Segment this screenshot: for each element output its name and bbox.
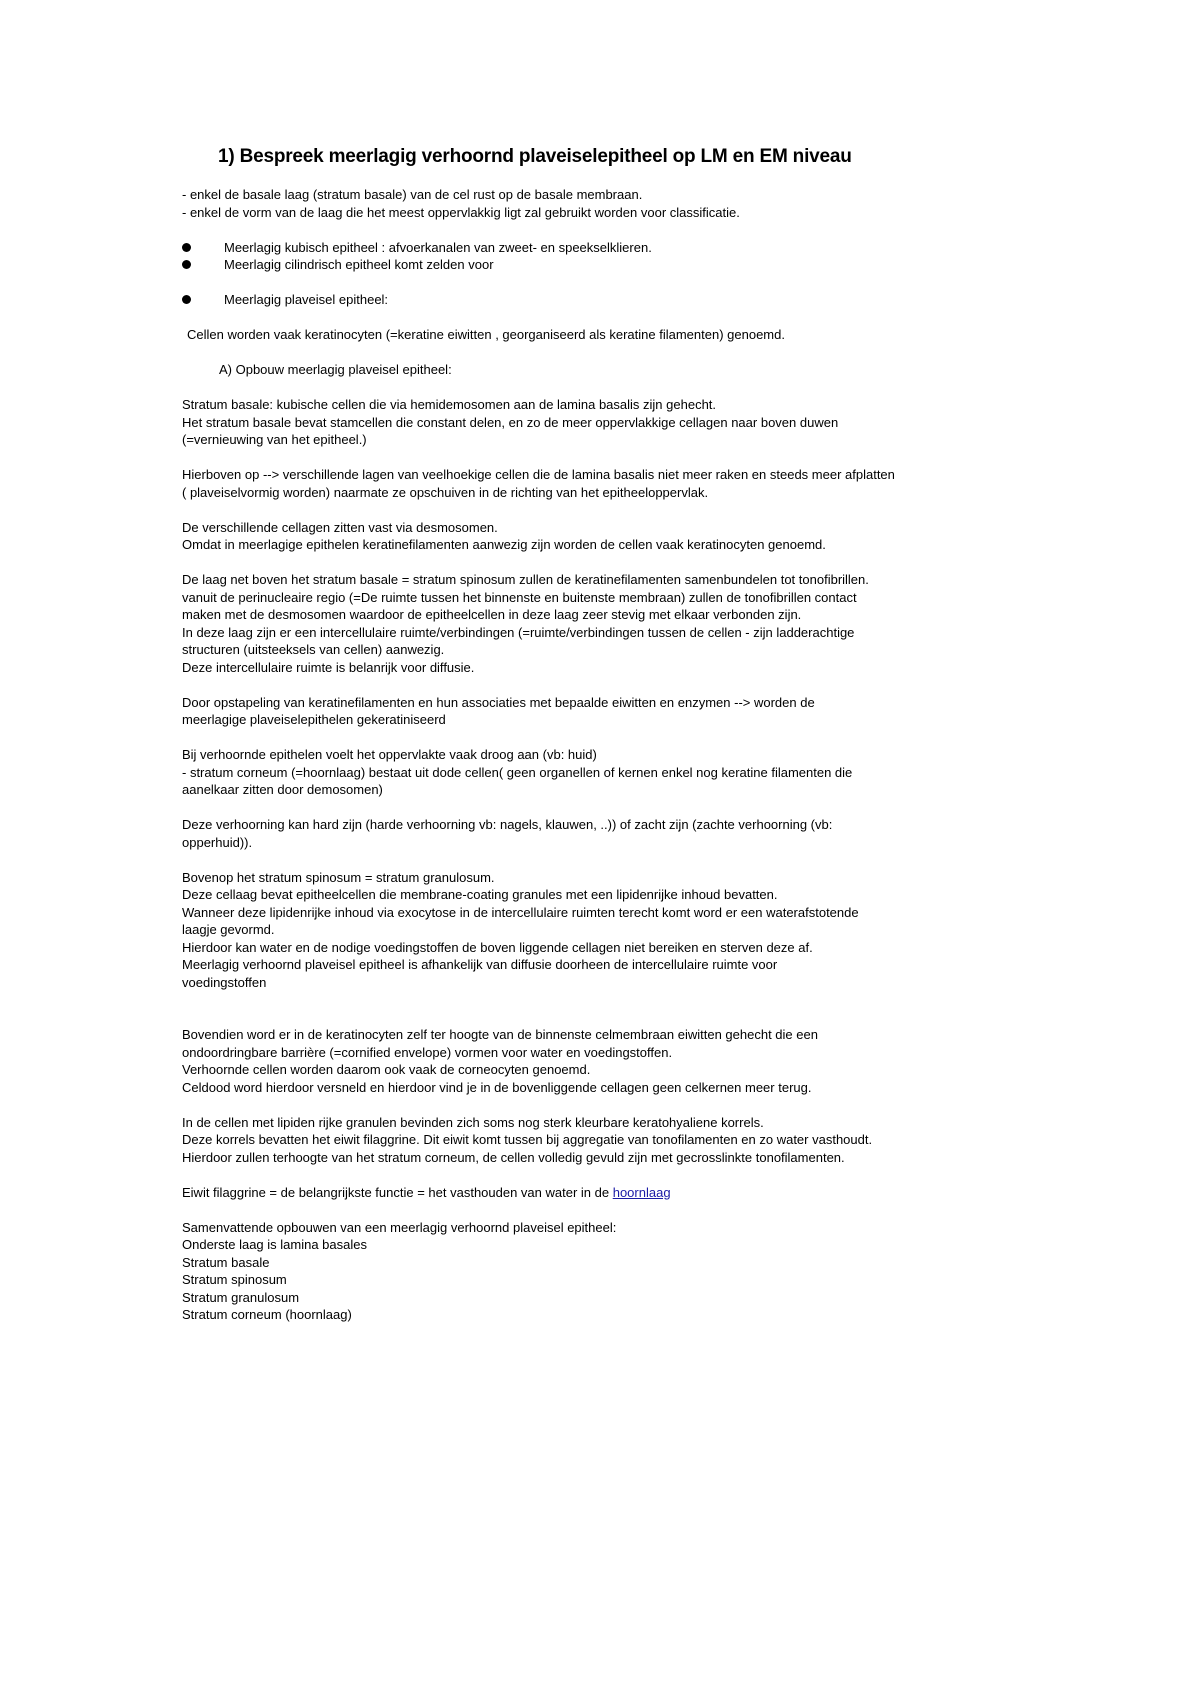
paragraph-line: voedingstoffen — [182, 974, 267, 990]
paragraph-line: In deze laag zijn er een intercellulaire ruimte/verbindingen (=ruimte/verbindingen tussen de cellen - zijn ladderachtige — [182, 624, 855, 640]
bullet-item — [182, 291, 1042, 309]
paragraph-line: maken met de desmosomen waardoor de epitheelcellen in deze laag zeer stevig met elkaar verbonden zijn. — [182, 607, 802, 622]
paragraph-line: Deze korrels bevatten het eiwit filaggrine. Dit eiwit komt tussen bij aggregatie van tonofilamenten en zo water vasthoudt. — [182, 1132, 873, 1147]
filaggrine-line — [182, 1184, 1042, 1202]
paragraph-line: laagje gevormd. — [182, 922, 275, 937]
paragraph-line: Deze cellaag bevat epitheelcellen die membrane-coating granules met een lipidenrijke inhoud bevatten. — [182, 887, 778, 902]
intro-line: - enkel de vorm van de laag die het meest oppervlakkig ligt zal gebruikt worden voor classificatie. — [182, 204, 740, 220]
hoornlaag-link[interactable]: hoornlaag — [612, 1184, 671, 1200]
paragraph-line: Celdood word hierdoor versneld en hierdoor vind je in de bovenliggende cellagen geen celkernen meer terug. — [182, 1079, 812, 1095]
summary-item: Stratum granulosum — [182, 1289, 300, 1305]
document-title: 1) Bespreek meerlagig verhoornd plaveiselepitheel op LM en EM niveau — [218, 146, 852, 167]
bullet-text: Meerlagig kubisch epitheel : afvoerkanalen van zweet- en speekselklieren. — [224, 239, 652, 255]
paragraph-line: ( plaveiselvormig worden) naarmate ze opschuiven in de richting van het epitheeloppervlak. — [182, 484, 709, 500]
paragraph-line: ondoordringbare barrière (=cornified envelope) vormen voor water en voedingstoffen. — [182, 1044, 673, 1060]
summary-item: Stratum basale — [182, 1254, 270, 1270]
summary-item: Stratum corneum (hoornlaag) — [182, 1307, 352, 1322]
paragraph-line: vanuit de perinucleaire regio (=De ruimte tussen het binnenste en buitenste membraan) zullen de tonofibrillen contact — [182, 589, 857, 605]
paragraph-line: Door opstapeling van keratinefilamenten en hun associaties met bepaalde eiwitten en enzymen --> worden de — [182, 694, 815, 710]
keratinocyt-line: Cellen worden vaak keratinocyten (=keratine eiwitten , georganiseerd als keratine filamenten) genoemd. — [187, 327, 785, 342]
paragraph-line: structuren (uitsteeksels van cellen) aanwezig. — [182, 642, 445, 657]
summary-item: Onderste laag is lamina basales — [182, 1237, 367, 1252]
bullet-icon — [182, 295, 191, 304]
paragraph-line: aanelkaar zitten door demosomen) — [182, 782, 383, 797]
paragraph-line: Hierdoor kan water en de nodige voedingstoffen de boven liggende cellagen niet bereiken en sterven deze af. — [182, 939, 813, 955]
paragraph-line: Hierdoor zullen terhoogte van het stratum corneum, de cellen volledig gevuld zijn met gecrosslinkte tonofilamenten. — [182, 1149, 845, 1165]
paragraph-line: Deze intercellulaire ruimte is belanrijk voor diffusie. — [182, 659, 475, 675]
paragraph-line: - stratum corneum (=hoornlaag) bestaat uit dode cellen( geen organellen of kernen enkel nog keratine filamenten die — [182, 764, 853, 780]
bullet-text: Meerlagig plaveisel epitheel: — [224, 292, 389, 307]
paragraph-line: Het stratum basale bevat stamcellen die constant delen, en zo de meer oppervlakkige cellagen naar boven duwen — [182, 414, 839, 430]
paragraph-line: meerlagige plaveiselepithelen gekeratiniseerd — [182, 712, 446, 727]
intro-line: - enkel de basale laag (stratum basale) van de cel rust op de basale membraan. — [182, 187, 643, 202]
paragraph-line: De laag net boven het stratum basale = stratum spinosum zullen de keratinefilamenten samenbundelen tot tonofibrillen. — [182, 572, 869, 587]
paragraph-line: Meerlagig verhoornd plaveisel epitheel is afhankelijk van diffusie doorheen de intercellulaire ruimte voor — [182, 957, 778, 972]
paragraph-line: Hierboven op --> verschillende lagen van veelhoekige cellen die de lamina basalis niet meer raken en steeds meer afplatten — [182, 467, 895, 482]
paragraph-line: Wanneer deze lipidenrijke inhoud via exocytose in de intercellulaire ruimten terecht komt word er een waterafstotende — [182, 904, 859, 920]
paragraph-line: Bovenop het stratum spinosum = stratum granulosum. — [182, 869, 495, 885]
paragraph-line: Verhoornde cellen worden daarom ook vaak de corneocyten genoemd. — [182, 1062, 591, 1077]
summary-heading: Samenvattende opbouwen van een meerlagig verhoornd plaveisel epitheel: — [182, 1219, 617, 1235]
paragraph-line: Bij verhoornde epithelen voelt het oppervlakte vaak droog aan (vb: huid) — [182, 747, 597, 762]
paragraph-line: Stratum basale: kubische cellen die via hemidemosomen aan de lamina basalis zijn gehecht. — [182, 397, 717, 412]
bullet-text: Meerlagig cilindrisch epitheel komt zelden voor — [224, 257, 494, 272]
bullet-icon — [182, 260, 191, 269]
subheading: A) Opbouw meerlagig plaveisel epitheel: — [219, 362, 452, 377]
paragraph-line: opperhuid)). — [182, 834, 253, 850]
document-body — [182, 186, 1042, 1324]
paragraph-line: De verschillende cellagen zitten vast via desmosomen. — [182, 519, 498, 535]
paragraph-line: In de cellen met lipiden rijke granulen bevinden zich soms nog sterk kleurbare keratohyaliene korrels. — [182, 1114, 764, 1130]
bullet-icon — [182, 243, 191, 252]
paragraph-line: Deze verhoorning kan hard zijn (harde verhoorning vb: nagels, klauwen, ..)) of zacht zijn (zachte verhoorning (vb: — [182, 817, 833, 832]
bullet-item — [182, 239, 1042, 257]
paragraph-line: Bovendien word er in de keratinocyten zelf ter hoogte van de binnenste celmembraan eiwitten gehecht die een — [182, 1027, 818, 1042]
filaggrine-text: Eiwit filaggrine = de belangrijkste functie = het vasthouden van water in de — [182, 1184, 613, 1200]
summary-item: Stratum spinosum — [182, 1272, 287, 1287]
bullet-item — [182, 256, 1042, 274]
paragraph-line: (=vernieuwing van het epitheel.) — [182, 432, 367, 447]
paragraph-line: Omdat in meerlagige epithelen keratinefilamenten aanwezig zijn worden de cellen vaak keratinocyten genoemd. — [182, 537, 826, 552]
